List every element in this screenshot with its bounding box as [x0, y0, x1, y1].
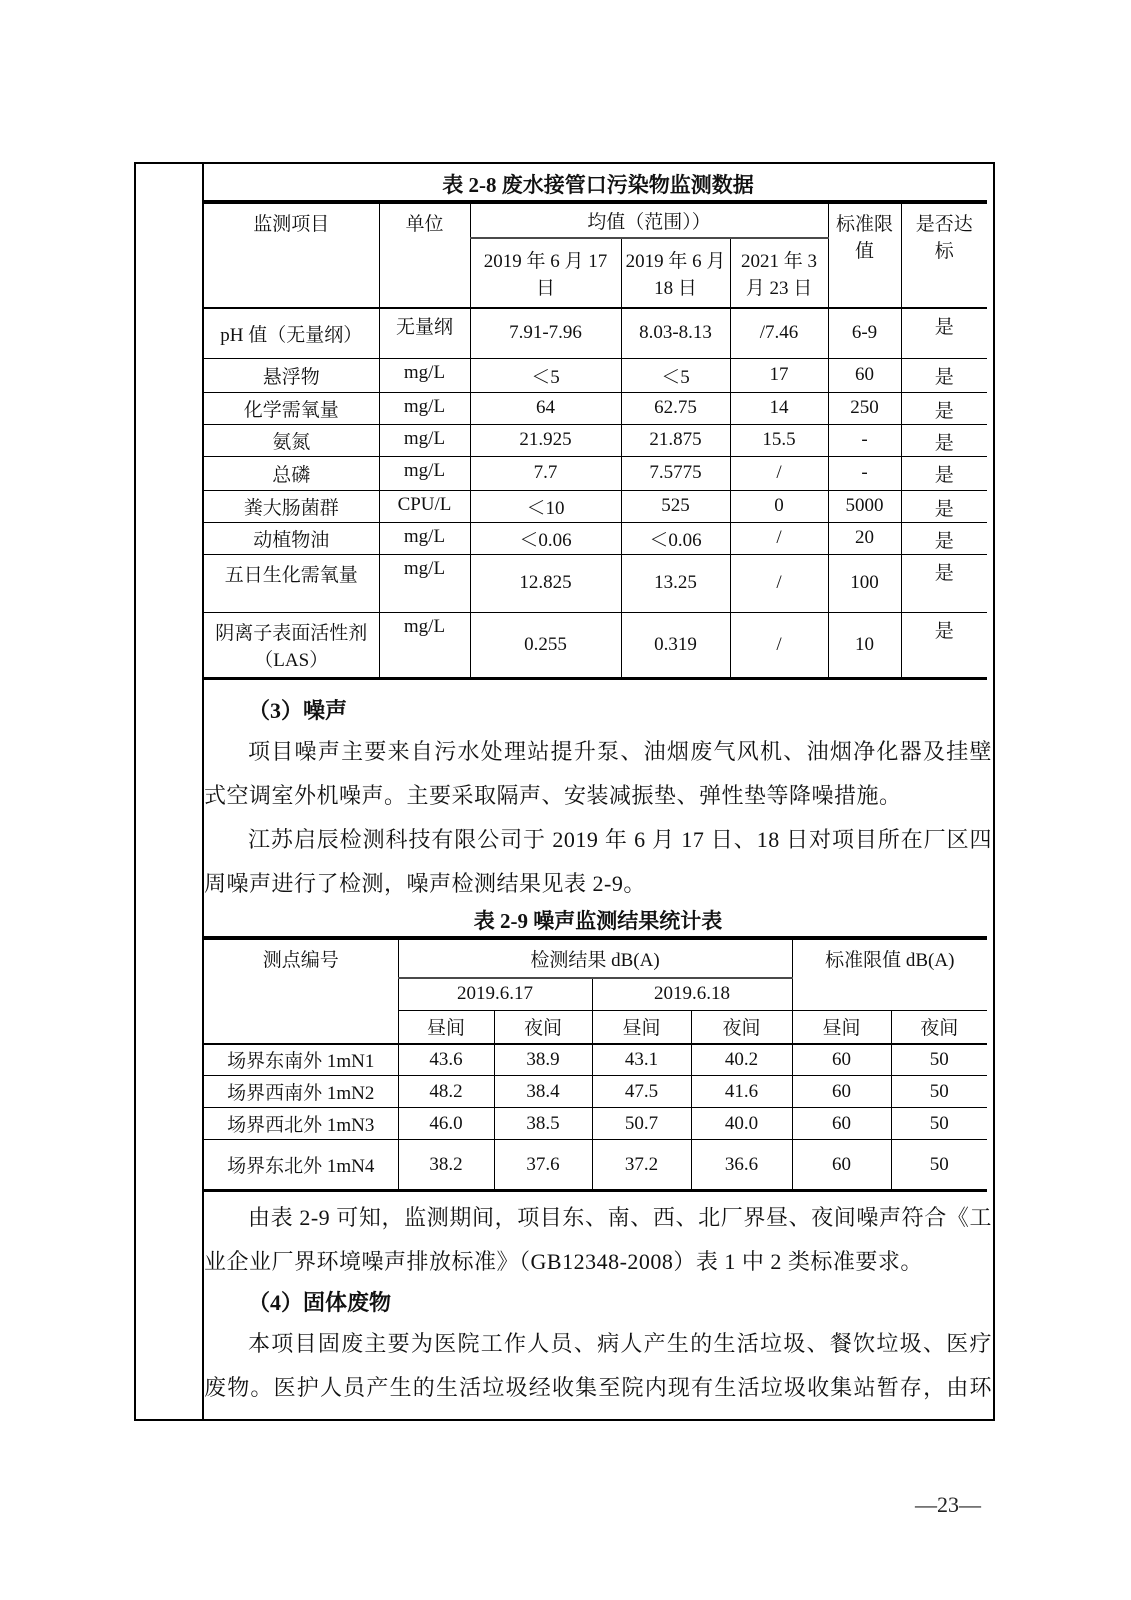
cell-value: 62.75: [621, 392, 730, 424]
cell-unit: 无量纲: [379, 308, 470, 358]
cell-limit: 6-9: [828, 308, 901, 358]
table-row: [204, 612, 987, 678]
header-cell-date: 2019 年 6 月 18 日: [621, 238, 730, 308]
cell-value: 41.6: [691, 1076, 792, 1108]
cell-value: 525: [621, 490, 730, 522]
header-cell-point: 测点编号: [204, 938, 398, 1044]
header-cell-result: 检测结果 dB(A): [398, 938, 792, 978]
cell-compliance: 是: [901, 424, 987, 456]
paragraph-line: 项目噪声主要来自污水处理站提升泵、油烟废气风机、油烟净化器及挂壁: [248, 738, 992, 764]
cell-limit: 50: [891, 1044, 987, 1076]
cell-value: 7.5775: [621, 456, 730, 490]
cell-compliance: 是: [901, 490, 987, 522]
table-2-8-title: 表 2-8 废水接管口污染物监测数据: [442, 173, 754, 197]
cell-limit: 50: [891, 1140, 987, 1191]
cell-value: 7.7: [470, 456, 621, 490]
cell-item: 阴离子表面活性剂（LAS）: [204, 612, 379, 678]
table-row: [204, 1076, 987, 1108]
cell-value: 0.319: [621, 612, 730, 678]
cell-unit: mg/L: [379, 522, 470, 554]
cell-unit: mg/L: [379, 612, 470, 678]
cell-point: 场界西北外 1mN3: [204, 1108, 398, 1140]
cell-value: 40.0: [691, 1108, 792, 1140]
cell-value: 17: [730, 358, 828, 392]
cell-limit: 60: [792, 1108, 891, 1140]
cell-compliance: 是: [901, 358, 987, 392]
cell-value: 15.5: [730, 424, 828, 456]
cell-item: 总磷: [204, 456, 379, 490]
table-row: [204, 490, 987, 522]
section-4-heading: （4）固体废物: [248, 1290, 392, 1315]
cell-value: 38.5: [494, 1108, 592, 1140]
cell-item: 五日生化需氧量: [204, 554, 379, 612]
cell-value: 40.2: [691, 1044, 792, 1076]
cell-compliance: 是: [901, 612, 987, 678]
header-cell-item: 监测项目: [204, 202, 379, 308]
cell-value: 38.4: [494, 1076, 592, 1108]
cell-point: 场界东北外 1mN4: [204, 1140, 398, 1191]
cell-value: 37.6: [494, 1140, 592, 1191]
paragraph-line: 江苏启辰检测科技有限公司于 2019 年 6 月 17 日、18 日对项目所在厂区四: [248, 826, 992, 852]
header-cell-date: 2019 年 6 月 17 日: [470, 238, 621, 308]
paragraph-line: 废物。医护人员产生的生活垃圾经收集至院内现有生活垃圾收集站暂存，由环: [204, 1375, 992, 1400]
cell-limit: -: [828, 456, 901, 490]
cell-limit: -: [828, 424, 901, 456]
cell-item: 粪大肠菌群: [204, 490, 379, 522]
header-cell-unit: 单位: [379, 202, 470, 308]
cell-limit: 60: [828, 358, 901, 392]
cell-unit: mg/L: [379, 554, 470, 612]
header-cell-mean-range: 均值（范围））: [470, 202, 828, 238]
noise-monitoring-table: [204, 936, 987, 1193]
header-cell-day: 昼间: [792, 1011, 891, 1044]
table-2-9-title: 表 2-9 噪声监测结果统计表: [473, 908, 723, 933]
cell-point: 场界西南外 1mN2: [204, 1076, 398, 1108]
cell-compliance: 是: [901, 456, 987, 490]
wastewater-monitoring-table: [204, 200, 987, 680]
paragraph-line: 式空调室外机噪声。主要采取隔声、安装减振垫、弹性垫等降噪措施。: [204, 782, 902, 808]
cell-limit: 20: [828, 522, 901, 554]
cell-value: 14: [730, 392, 828, 424]
cell-value: 36.6: [691, 1140, 792, 1191]
header-cell-compliance: 是否达标: [901, 202, 987, 308]
header-cell-night: 夜间: [891, 1011, 987, 1044]
paragraph-line: 周噪声进行了检测，噪声检测结果见表 2-9。: [204, 870, 646, 896]
table-row: [204, 1044, 987, 1076]
cell-value: 13.25: [621, 554, 730, 612]
cell-value: 38.2: [398, 1140, 494, 1191]
cell-value: 37.2: [592, 1140, 691, 1191]
cell-value: 50.7: [592, 1108, 691, 1140]
table-row: [204, 522, 987, 554]
header-cell-limit: 标准限值 dB(A): [792, 938, 987, 1011]
cell-compliance: 是: [901, 308, 987, 358]
noise-paragraph-2: [204, 818, 992, 906]
cell-value: 21.875: [621, 424, 730, 456]
cell-value: 8.03-8.13: [621, 308, 730, 358]
cell-compliance: 是: [901, 522, 987, 554]
section-3-heading: （3）噪声: [248, 697, 348, 723]
cell-value: 46.0: [398, 1108, 494, 1140]
page-number: —23—: [915, 1492, 981, 1517]
cell-point: 场界东南外 1mN1: [204, 1044, 398, 1076]
cell-value: 0: [730, 490, 828, 522]
table-row: [204, 554, 987, 612]
table-row: [204, 308, 987, 358]
cell-limit: 50: [891, 1108, 987, 1140]
cell-value: ＜0.06: [621, 522, 730, 554]
table-row: [204, 392, 987, 424]
cell-limit: 50: [891, 1076, 987, 1108]
table-header-row: [204, 938, 987, 978]
form-content: [204, 164, 993, 1419]
cell-limit: 100: [828, 554, 901, 612]
table-header-row: [204, 202, 987, 238]
cell-value: 64: [470, 392, 621, 424]
cell-value: 38.9: [494, 1044, 592, 1076]
cell-item: pH 值（无量纲）: [204, 308, 379, 358]
header-cell-date: 2021 年 3 月 23 日: [730, 238, 828, 308]
cell-value: 7.91-7.96: [470, 308, 621, 358]
cell-value: ＜0.06: [470, 522, 621, 554]
header-cell-date: 2019.6.17: [398, 978, 592, 1011]
cell-item: 悬浮物: [204, 358, 379, 392]
cell-item: 氨氮: [204, 424, 379, 456]
table-row: [204, 358, 987, 392]
cell-limit: 250: [828, 392, 901, 424]
cell-compliance: 是: [901, 392, 987, 424]
noise-conclusion-paragraph: [204, 1196, 992, 1284]
table-row: [204, 424, 987, 456]
cell-item: 动植物油: [204, 522, 379, 554]
cell-unit: mg/L: [379, 358, 470, 392]
noise-paragraph-1: [204, 730, 992, 818]
cell-value: /: [730, 522, 828, 554]
cell-limit: 10: [828, 612, 901, 678]
header-cell-limit: 标准限值: [828, 202, 901, 308]
form-border-box: [134, 162, 995, 1421]
table-row: [204, 1108, 987, 1140]
cell-unit: mg/L: [379, 392, 470, 424]
cell-value: /: [730, 612, 828, 678]
cell-unit: mg/L: [379, 456, 470, 490]
cell-value: 43.1: [592, 1044, 691, 1076]
cell-value: ＜5: [621, 358, 730, 392]
header-cell-date: 2019.6.18: [592, 978, 792, 1011]
header-cell-night: 夜间: [494, 1011, 592, 1044]
cell-value: ＜10: [470, 490, 621, 522]
cell-limit: 60: [792, 1044, 891, 1076]
cell-unit: mg/L: [379, 424, 470, 456]
cell-value: 48.2: [398, 1076, 494, 1108]
paragraph-line: 由表 2-9 可知，监测期间，项目东、南、西、北厂界昼、夜间噪声符合《工: [248, 1205, 992, 1230]
paragraph-line: 本项目固废主要为医院工作人员、病人产生的生活垃圾、餐饮垃圾、医疗: [248, 1331, 992, 1356]
cell-unit: CPU/L: [379, 490, 470, 522]
solid-waste-paragraph: [204, 1322, 992, 1410]
cell-value: /: [730, 456, 828, 490]
cell-value: ＜5: [470, 358, 621, 392]
cell-value: 12.825: [470, 554, 621, 612]
cell-value: 21.925: [470, 424, 621, 456]
cell-limit: 60: [792, 1140, 891, 1191]
table-row: [204, 456, 987, 490]
paragraph-line: 业企业厂界环境噪声排放标准》（GB12348-2008）表 1 中 2 类标准要求。: [204, 1249, 923, 1274]
header-cell-night: 夜间: [691, 1011, 792, 1044]
cell-value: /: [730, 554, 828, 612]
form-left-column: [136, 164, 204, 1419]
header-cell-day: 昼间: [592, 1011, 691, 1044]
cell-compliance: 是: [901, 554, 987, 612]
cell-value: 0.255: [470, 612, 621, 678]
cell-limit: 5000: [828, 490, 901, 522]
cell-value: /7.46: [730, 308, 828, 358]
table-row: [204, 1140, 987, 1191]
header-cell-day: 昼间: [398, 1011, 494, 1044]
cell-value: 43.6: [398, 1044, 494, 1076]
cell-item: 化学需氧量: [204, 392, 379, 424]
cell-value: 47.5: [592, 1076, 691, 1108]
cell-limit: 60: [792, 1076, 891, 1108]
